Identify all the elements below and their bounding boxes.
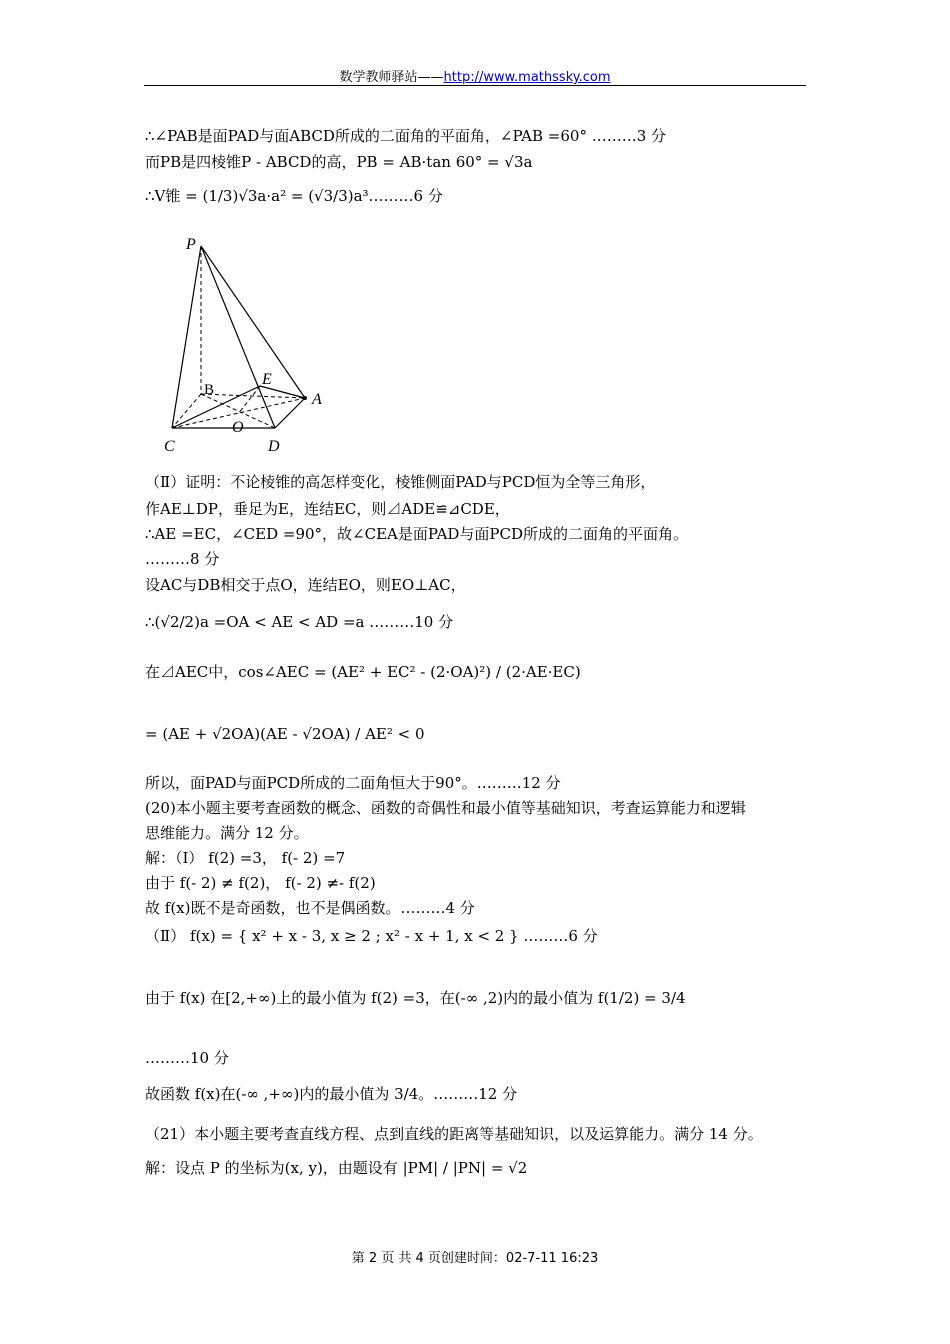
label-d: D xyxy=(268,438,280,455)
q20-line-4: 由于 f(- 2) ≠ f(2)， f(- 2) ≠- f(2) xyxy=(145,874,376,892)
edge-pc xyxy=(172,246,201,428)
part2-line-1: （Ⅱ）证明：不论棱锥的高怎样变化，棱锥侧面PAD与PCD恒为全等三角形， xyxy=(145,473,656,491)
label-p: P xyxy=(186,236,196,253)
q20-line-1: (20)本小题主要考查函数的概念、函数的奇偶性和最小值等基础知识，考查运算能力和逻辑 xyxy=(145,799,746,817)
q21-line-2: 解：设点 P 的坐标为(x, y)，由题设有 |PM| / |PN| = √2 xyxy=(145,1159,528,1177)
label-o: O xyxy=(232,419,244,436)
part2-line-7: 在⊿AEC中，cos∠AEC = (AE² + EC² - (2·OA)²) / (2·AE·EC) xyxy=(145,663,581,681)
proof-line-3: ∴V锥 = (1/3)√3a·a² = (√3/3)a³………6 分 xyxy=(145,187,443,205)
q20-line-9: 故函数 f(x)在(-∞ ,+∞)内的最小值为 3/4。………12 分 xyxy=(145,1085,518,1103)
page-footer: 第 2 页 共 4 页创建时间：02-7-11 16:23 xyxy=(351,1251,599,1266)
edge-ba xyxy=(201,394,305,398)
edge-eo xyxy=(238,386,260,414)
point-a xyxy=(303,396,307,400)
proof-line-2: 而PB是四棱锥P - ABCD的高，PB = AB·tan 60° = √3a xyxy=(145,153,533,171)
q21-line-1: （21）本小题主要考查直线方程、点到直线的距离等基础知识，以及运算能力。满分 14 分。 xyxy=(145,1125,763,1143)
part2-line-5: 设AC与DB相交于点O，连结EO，则EO⊥AC， xyxy=(145,576,466,594)
part2-line-4: ………8 分 xyxy=(145,550,220,568)
part2-line-3: ∴AE =EC，∠CED =90°，故∠CEA是面PAD与面PCD所成的二面角的平面角。 xyxy=(145,525,689,543)
part2-line-6: ∴(√2/2)a =OA < AE < AD =a ………10 分 xyxy=(145,613,454,631)
header-site: 数学教师驿站—— xyxy=(339,70,444,85)
label-b: B xyxy=(204,382,215,398)
q20-line-7: 由于 f(x) 在[2,+∞)上的最小值为 f(2) =3，在(-∞ ,2)内的最小值为 f(1/2) = 3/4 xyxy=(145,989,686,1007)
q20-line-5: 故 f(x)既不是奇函数，也不是偶函数。………4 分 xyxy=(145,899,475,917)
part2-line-2: 作AE⊥DP，垂足为E，连结EC，则⊿ADE≌⊿CDE， xyxy=(145,500,510,518)
edge-da xyxy=(275,398,305,428)
pyramid-figure xyxy=(150,232,350,462)
label-c: C xyxy=(164,438,175,455)
label-a: A xyxy=(312,391,322,408)
page-header xyxy=(144,66,806,85)
header-link[interactable]: http://www.mathssky.com xyxy=(443,70,611,85)
part2-line-8: = (AE + √2OA)(AE - √2OA) / AE² < 0 xyxy=(145,725,425,743)
label-e: E xyxy=(262,371,272,388)
header-rule xyxy=(144,85,806,86)
edge-ce xyxy=(172,386,260,428)
q20-line-6: （Ⅱ） f(x) = { x² + x - 3, x ≥ 2 ; x² - x + 1, x < 2 } ………6 分 xyxy=(145,927,598,945)
q20-line-2: 思维能力。满分 12 分。 xyxy=(145,824,309,842)
q20-line-8: ………10 分 xyxy=(145,1049,229,1067)
q20-line-3: 解：（Ⅰ） f(2) =3， f(- 2) =7 xyxy=(145,849,346,867)
proof-line-1: ∴∠PAB是面PAD与面ABCD所成的二面角的平面角，∠PAB =60° ………3 分 xyxy=(145,127,667,145)
part2-line-9: 所以，面PAD与面PCD所成的二面角恒大于90°。………12 分 xyxy=(145,774,561,792)
